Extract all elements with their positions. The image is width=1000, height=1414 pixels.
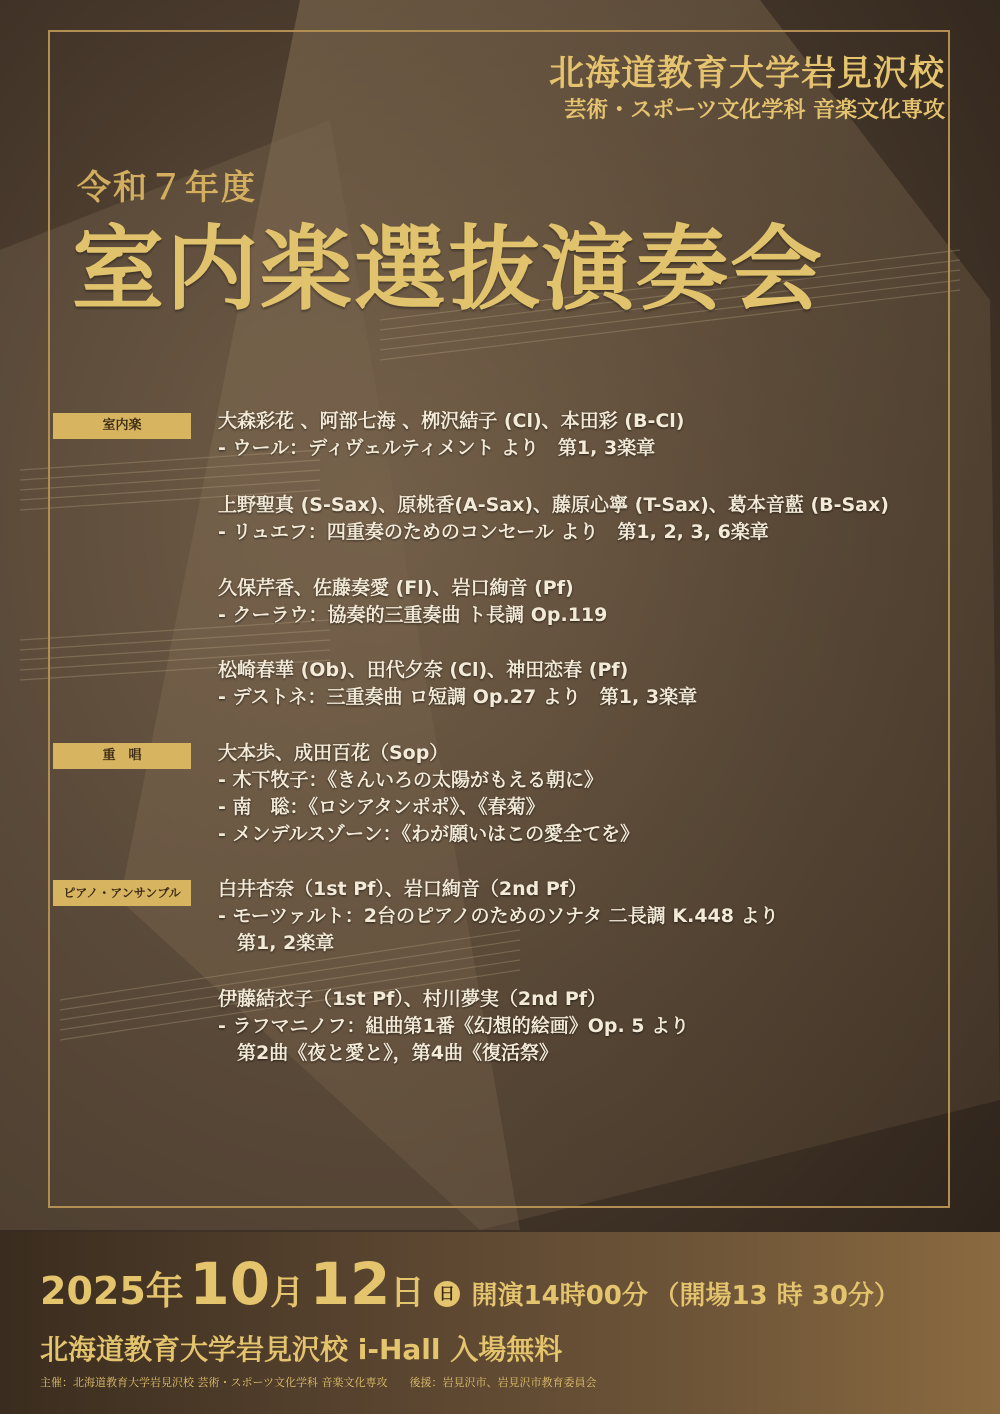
work: - モーツァルト：2台のピアノのためのソナタ 二長調 K.448 より [218,905,779,927]
event-date [40,1250,900,1318]
school-header [549,52,945,126]
performers: 大本歩、成田百花（Sop） [218,742,449,764]
fiscal-year: 令和７年度 [77,168,257,208]
program-item [218,575,607,629]
event-day-unit: 日 [390,1273,425,1313]
work: - リュエフ：四重奏のためのコンセール より 第1, 2, 3, 6楽章 [218,521,769,543]
performers: 白井杏奈（1st Pf）、岩口絢音（2nd Pf） [218,878,588,900]
program-item [218,492,889,546]
section-label-chamber: 室内楽 [53,413,191,439]
performers: 伊藤結衣子（1st Pf）、村川夢実（2nd Pf） [218,988,607,1010]
work: 第1, 2楽章 [218,932,335,954]
work: - デストネ：三重奏曲 ロ短調 Op.27 より 第1, 3楽章 [218,686,698,708]
work: - ラフマニノフ：組曲第1番《幻想的絵画》Op. 5 より [218,1015,690,1037]
work: - 木下牧子：《きんいろの太陽がもえる朝に》 [218,769,604,791]
section-label-ensemble-vocal: 重 唱 [53,743,191,769]
start-time: 開演14時00分 [471,1281,648,1311]
page-title: 室内楽選抜演奏会 [72,216,825,323]
department-name: 芸術・スポーツ文化学科 音楽文化専攻 [564,98,945,123]
program-item [218,986,689,1067]
event-month-unit: 月 [270,1273,305,1313]
work: 第2曲《夜と愛と》，第4曲《復活祭》 [218,1042,558,1064]
work: - メンデルスゾーン：《わが願いはこの愛全てを》 [218,823,640,845]
doors-time: （開場13 時 30分） [653,1281,900,1311]
performers: 大森彩花 、阿部七海 、栁沢結子 (Cl)、本田彩 (B-Cl) [218,410,685,432]
program-item [218,408,684,462]
work: - ウール：ディヴェルティメント より 第1, 3楽章 [218,437,656,459]
program-item [218,657,697,711]
program-item [218,740,639,848]
event-year: 2025年 [40,1269,184,1313]
event-day: 12 [309,1250,391,1318]
performers: 久保芹香、佐藤奏愛 (Fl)、岩口絢音 (Pf) [218,577,574,599]
event-month: 10 [189,1250,271,1318]
organizer-credits: 主催：北海道教育大学岩見沢校 芸術・スポーツ文化学科 音楽文化専攻 後援：岩見沢市、岩見沢市教育委員会 [40,1376,597,1389]
performers: 上野聖真 (S-Sax)、原桃香(A-Sax)、藤原心寧 (T-Sax)、葛本音藍 (B-Sax) [218,494,889,516]
work: - クーラウ：協奏的三重奏曲 ト長調 Op.119 [218,604,608,626]
program-item [218,876,779,957]
performers: 松崎春華 (Ob)、田代夕奈 (Cl)、神田恋春 (Pf) [218,659,629,681]
weekday-badge: 日 [434,1281,460,1307]
section-label-piano-ensemble: ピアノ・アンサンブル [53,880,191,906]
venue-admission: 北海道教育大学岩見沢校 i-Hall 入場無料 [40,1333,563,1366]
work: - 南 聡：《ロシアタンポポ》、《春菊》 [218,796,545,818]
school-name: 北海道教育大学岩見沢校 [548,54,945,94]
